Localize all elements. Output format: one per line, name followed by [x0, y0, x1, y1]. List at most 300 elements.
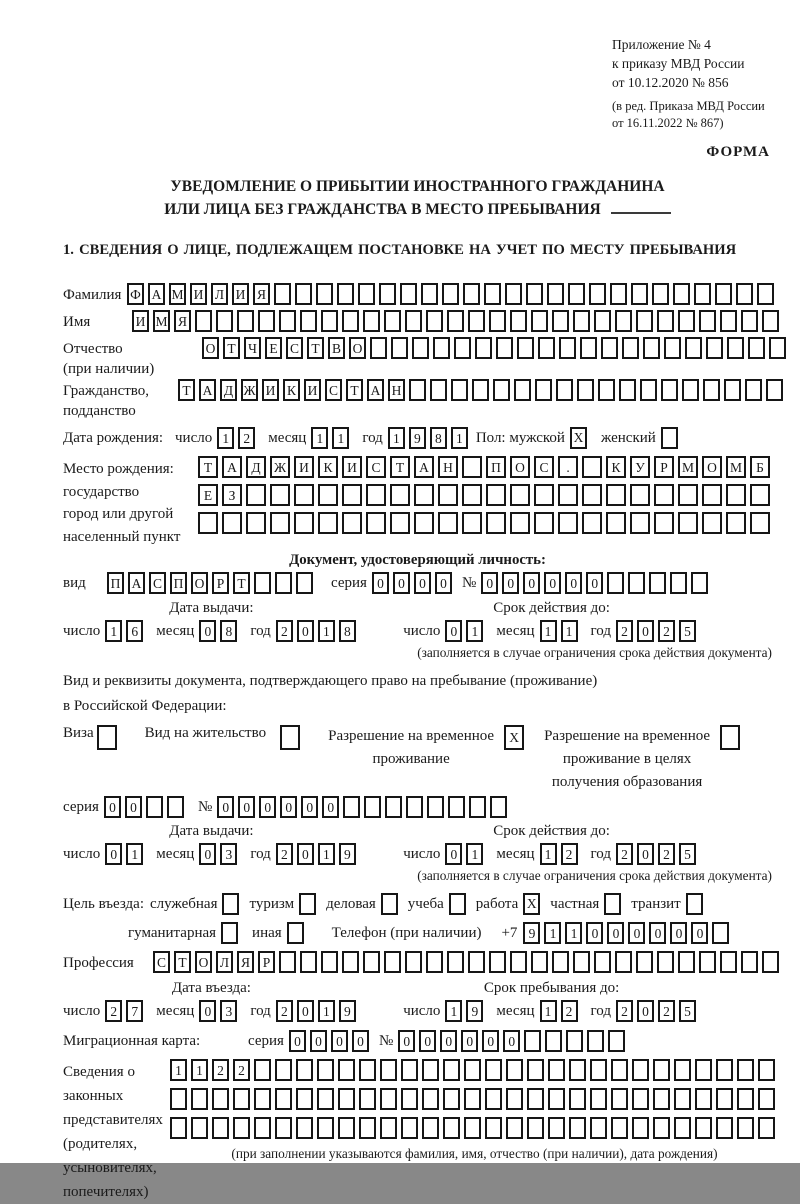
form-cell[interactable]: М: [726, 456, 746, 478]
form-cell[interactable]: 2: [561, 843, 578, 865]
form-cell[interactable]: [254, 572, 271, 594]
temp-permit-checkbox[interactable]: X: [504, 725, 524, 750]
form-cell[interactable]: [674, 1117, 691, 1139]
birth-year-cells[interactable]: [388, 427, 472, 449]
form-cell[interactable]: 1: [540, 1000, 557, 1022]
form-cell[interactable]: 5: [679, 620, 696, 642]
form-cell[interactable]: И: [294, 456, 314, 478]
form-cell[interactable]: 1: [445, 1000, 462, 1022]
form-cell[interactable]: [258, 310, 275, 332]
residence-issue-month-cells[interactable]: [199, 843, 241, 865]
form-cell[interactable]: [703, 379, 720, 401]
form-cell[interactable]: Т: [307, 337, 324, 359]
form-cell[interactable]: [296, 1117, 313, 1139]
migration-number-cells[interactable]: [398, 1030, 629, 1052]
form-cell[interactable]: [295, 283, 312, 305]
form-cell[interactable]: [766, 379, 783, 401]
form-cell[interactable]: [741, 951, 758, 973]
stay-day-cells[interactable]: [445, 1000, 487, 1022]
form-cell[interactable]: [527, 1059, 544, 1081]
form-cell[interactable]: 5: [679, 843, 696, 865]
phone-cells[interactable]: [523, 922, 733, 944]
form-cell[interactable]: [296, 1088, 313, 1110]
form-cell[interactable]: [468, 310, 485, 332]
form-cell[interactable]: [548, 1088, 565, 1110]
form-cell[interactable]: 0: [352, 1030, 369, 1052]
form-cell[interactable]: [401, 1059, 418, 1081]
purpose-humanitarian-checkbox[interactable]: [221, 922, 238, 944]
form-cell[interactable]: [506, 1059, 523, 1081]
form-cell[interactable]: [654, 512, 674, 534]
form-cell[interactable]: [170, 1088, 187, 1110]
identity-valid-month-cells[interactable]: [540, 620, 582, 642]
form-cell[interactable]: [233, 1117, 250, 1139]
form-cell[interactable]: 0: [280, 796, 297, 818]
form-cell[interactable]: 9: [339, 843, 356, 865]
form-cell[interactable]: 0: [502, 572, 519, 594]
purpose-study-checkbox[interactable]: [449, 893, 466, 915]
form-cell[interactable]: [426, 951, 443, 973]
form-cell[interactable]: 0: [586, 572, 603, 594]
form-cell[interactable]: [338, 1059, 355, 1081]
form-cell[interactable]: 0: [199, 620, 216, 642]
form-cell[interactable]: [462, 484, 482, 506]
form-cell[interactable]: [661, 379, 678, 401]
form-cell[interactable]: [712, 922, 729, 944]
form-cell[interactable]: [296, 572, 313, 594]
citizenship-cells[interactable]: [178, 379, 787, 401]
form-cell[interactable]: 2: [658, 843, 675, 865]
form-cell[interactable]: [270, 512, 290, 534]
form-cell[interactable]: 0: [565, 572, 582, 594]
form-cell[interactable]: [400, 283, 417, 305]
given-name-cells[interactable]: [132, 310, 783, 332]
form-cell[interactable]: А: [414, 456, 434, 478]
form-cell[interactable]: 1: [388, 427, 405, 449]
form-cell[interactable]: 0: [523, 572, 540, 594]
form-cell[interactable]: [342, 484, 362, 506]
form-cell[interactable]: [610, 283, 627, 305]
form-cell[interactable]: [615, 951, 632, 973]
form-cell[interactable]: 2: [105, 1000, 122, 1022]
form-cell[interactable]: Т: [233, 572, 250, 594]
form-cell[interactable]: 0: [691, 922, 708, 944]
form-cell[interactable]: [300, 310, 317, 332]
form-cell[interactable]: [414, 512, 434, 534]
form-cell[interactable]: [366, 484, 386, 506]
form-cell[interactable]: [212, 1088, 229, 1110]
form-cell[interactable]: [632, 1059, 649, 1081]
form-cell[interactable]: [300, 951, 317, 973]
form-cell[interactable]: [433, 337, 450, 359]
form-cell[interactable]: [748, 337, 765, 359]
form-cell[interactable]: 2: [658, 1000, 675, 1022]
form-cell[interactable]: 0: [104, 796, 121, 818]
form-cell[interactable]: [270, 484, 290, 506]
form-cell[interactable]: [569, 1059, 586, 1081]
form-cell[interactable]: [652, 283, 669, 305]
form-cell[interactable]: Т: [178, 379, 195, 401]
form-cell[interactable]: К: [318, 456, 338, 478]
form-cell[interactable]: 0: [322, 796, 339, 818]
form-cell[interactable]: [762, 310, 779, 332]
form-cell[interactable]: [510, 310, 527, 332]
form-cell[interactable]: [246, 512, 266, 534]
residence-permit-checkbox[interactable]: [280, 725, 300, 750]
form-cell[interactable]: 1: [332, 427, 349, 449]
form-cell[interactable]: 1: [561, 620, 578, 642]
form-cell[interactable]: [469, 796, 486, 818]
form-cell[interactable]: [443, 1059, 460, 1081]
form-cell[interactable]: Е: [265, 337, 282, 359]
form-cell[interactable]: [573, 310, 590, 332]
form-cell[interactable]: 0: [105, 843, 122, 865]
form-cell[interactable]: [379, 283, 396, 305]
form-cell[interactable]: 0: [637, 1000, 654, 1022]
form-cell[interactable]: 1: [466, 620, 483, 642]
form-cell[interactable]: [631, 283, 648, 305]
form-cell[interactable]: [736, 283, 753, 305]
form-cell[interactable]: [438, 512, 458, 534]
form-cell[interactable]: 9: [339, 1000, 356, 1022]
form-cell[interactable]: [275, 1088, 292, 1110]
form-cell[interactable]: 1: [126, 843, 143, 865]
form-cell[interactable]: [364, 796, 381, 818]
residence-issue-day-cells[interactable]: [105, 843, 147, 865]
form-cell[interactable]: [274, 283, 291, 305]
form-cell[interactable]: 0: [481, 572, 498, 594]
form-cell[interactable]: А: [199, 379, 216, 401]
form-cell[interactable]: [167, 796, 184, 818]
doc-number-cells[interactable]: [481, 572, 712, 594]
form-cell[interactable]: [447, 951, 464, 973]
stay-month-cells[interactable]: [540, 1000, 582, 1022]
form-cell[interactable]: 0: [435, 572, 452, 594]
form-cell[interactable]: [657, 310, 674, 332]
residence-number-cells[interactable]: [217, 796, 511, 818]
birth-day-cells[interactable]: [217, 427, 259, 449]
form-cell[interactable]: [448, 796, 465, 818]
form-cell[interactable]: [464, 1088, 481, 1110]
form-cell[interactable]: 1: [544, 922, 561, 944]
form-cell[interactable]: Т: [174, 951, 191, 973]
form-cell[interactable]: [699, 951, 716, 973]
form-cell[interactable]: 0: [217, 796, 234, 818]
form-cell[interactable]: 0: [289, 1030, 306, 1052]
form-cell[interactable]: [391, 337, 408, 359]
form-cell[interactable]: М: [678, 456, 698, 478]
form-cell[interactable]: [506, 1117, 523, 1139]
form-cell[interactable]: Н: [388, 379, 405, 401]
form-cell[interactable]: [447, 310, 464, 332]
form-cell[interactable]: 0: [259, 796, 276, 818]
form-cell[interactable]: [475, 337, 492, 359]
form-cell[interactable]: [640, 379, 657, 401]
identity-issue-month-cells[interactable]: [199, 620, 241, 642]
form-cell[interactable]: [534, 484, 554, 506]
form-cell[interactable]: [606, 512, 626, 534]
form-cell[interactable]: [569, 1117, 586, 1139]
residence-valid-day-cells[interactable]: [445, 843, 487, 865]
form-cell[interactable]: 2: [658, 620, 675, 642]
form-cell[interactable]: 5: [679, 1000, 696, 1022]
form-cell[interactable]: [401, 1117, 418, 1139]
identity-issue-year-cells[interactable]: [276, 620, 360, 642]
form-cell[interactable]: [594, 951, 611, 973]
form-cell[interactable]: [294, 512, 314, 534]
form-cell[interactable]: [409, 379, 426, 401]
form-cell[interactable]: Д: [220, 379, 237, 401]
form-cell[interactable]: Т: [346, 379, 363, 401]
residence-issue-year-cells[interactable]: [276, 843, 360, 865]
form-cell[interactable]: 0: [393, 572, 410, 594]
form-cell[interactable]: [524, 1030, 541, 1052]
form-cell[interactable]: С: [153, 951, 170, 973]
purpose-work-checkbox[interactable]: X: [523, 893, 540, 915]
form-cell[interactable]: 0: [372, 572, 389, 594]
form-cell[interactable]: С: [366, 456, 386, 478]
identity-valid-year-cells[interactable]: [616, 620, 700, 642]
form-cell[interactable]: [737, 1088, 754, 1110]
representatives-row3-cells[interactable]: [170, 1117, 779, 1139]
form-cell[interactable]: [279, 310, 296, 332]
form-cell[interactable]: [531, 951, 548, 973]
form-cell[interactable]: С: [325, 379, 342, 401]
form-cell[interactable]: [577, 379, 594, 401]
form-cell[interactable]: 0: [310, 1030, 327, 1052]
form-cell[interactable]: [505, 283, 522, 305]
form-cell[interactable]: Л: [211, 283, 228, 305]
form-cell[interactable]: И: [132, 310, 149, 332]
form-cell[interactable]: Т: [390, 456, 410, 478]
form-cell[interactable]: [682, 379, 699, 401]
form-cell[interactable]: 0: [461, 1030, 478, 1052]
form-cell[interactable]: [737, 1117, 754, 1139]
form-cell[interactable]: [606, 484, 626, 506]
form-cell[interactable]: 0: [297, 620, 314, 642]
form-cell[interactable]: [538, 337, 555, 359]
form-cell[interactable]: Я: [174, 310, 191, 332]
form-cell[interactable]: П: [486, 456, 506, 478]
form-cell[interactable]: И: [304, 379, 321, 401]
form-cell[interactable]: [715, 283, 732, 305]
form-cell[interactable]: 8: [339, 620, 356, 642]
form-cell[interactable]: [653, 1059, 670, 1081]
form-cell[interactable]: 0: [637, 843, 654, 865]
form-cell[interactable]: [636, 310, 653, 332]
form-cell[interactable]: [750, 512, 770, 534]
form-cell[interactable]: 2: [616, 1000, 633, 1022]
form-cell[interactable]: [198, 512, 218, 534]
form-cell[interactable]: [552, 310, 569, 332]
form-cell[interactable]: [653, 1117, 670, 1139]
form-cell[interactable]: [363, 951, 380, 973]
form-cell[interactable]: 2: [276, 620, 293, 642]
form-cell[interactable]: [702, 512, 722, 534]
form-cell[interactable]: [630, 512, 650, 534]
purpose-transit-checkbox[interactable]: [686, 893, 703, 915]
form-cell[interactable]: Ф: [127, 283, 144, 305]
form-cell[interactable]: [316, 283, 333, 305]
surname-cells[interactable]: [127, 283, 778, 305]
form-cell[interactable]: Д: [246, 456, 266, 478]
form-cell[interactable]: [170, 1117, 187, 1139]
purpose-other-checkbox[interactable]: [287, 922, 304, 944]
form-cell[interactable]: [359, 1059, 376, 1081]
form-cell[interactable]: [485, 1059, 502, 1081]
form-cell[interactable]: [590, 1059, 607, 1081]
form-cell[interactable]: [191, 1117, 208, 1139]
form-cell[interactable]: И: [190, 283, 207, 305]
residence-valid-month-cells[interactable]: [540, 843, 582, 865]
form-cell[interactable]: [422, 1088, 439, 1110]
form-cell[interactable]: [279, 951, 296, 973]
form-cell[interactable]: [608, 1030, 625, 1052]
form-cell[interactable]: [611, 1059, 628, 1081]
form-cell[interactable]: Р: [654, 456, 674, 478]
form-cell[interactable]: С: [534, 456, 554, 478]
form-cell[interactable]: [443, 1088, 460, 1110]
form-cell[interactable]: [426, 310, 443, 332]
form-cell[interactable]: [510, 951, 527, 973]
form-cell[interactable]: [611, 1117, 628, 1139]
form-cell[interactable]: [664, 337, 681, 359]
form-cell[interactable]: [321, 951, 338, 973]
form-cell[interactable]: [146, 796, 163, 818]
form-cell[interactable]: [195, 310, 212, 332]
form-cell[interactable]: [589, 283, 606, 305]
form-cell[interactable]: [548, 1059, 565, 1081]
form-cell[interactable]: [762, 951, 779, 973]
form-cell[interactable]: [401, 1088, 418, 1110]
form-cell[interactable]: [380, 1059, 397, 1081]
form-cell[interactable]: 1: [311, 427, 328, 449]
form-cell[interactable]: [338, 1117, 355, 1139]
form-cell[interactable]: [587, 1030, 604, 1052]
form-cell[interactable]: 0: [503, 1030, 520, 1052]
form-cell[interactable]: 8: [430, 427, 447, 449]
entry-month-cells[interactable]: [199, 1000, 241, 1022]
form-cell[interactable]: [486, 512, 506, 534]
form-cell[interactable]: [370, 337, 387, 359]
patronymic-cells[interactable]: [202, 337, 790, 359]
form-cell[interactable]: [527, 1117, 544, 1139]
form-cell[interactable]: О: [510, 456, 530, 478]
form-cell[interactable]: [493, 379, 510, 401]
form-cell[interactable]: [716, 1088, 733, 1110]
form-cell[interactable]: 2: [238, 427, 255, 449]
form-cell[interactable]: З: [222, 484, 242, 506]
form-cell[interactable]: [485, 1117, 502, 1139]
form-cell[interactable]: [678, 310, 695, 332]
form-cell[interactable]: [517, 337, 534, 359]
form-cell[interactable]: [685, 337, 702, 359]
form-cell[interactable]: 6: [126, 620, 143, 642]
form-cell[interactable]: 8: [220, 620, 237, 642]
form-cell[interactable]: 1: [170, 1059, 187, 1081]
form-cell[interactable]: Я: [253, 283, 270, 305]
form-cell[interactable]: [366, 512, 386, 534]
form-cell[interactable]: [317, 1117, 334, 1139]
form-cell[interactable]: [358, 283, 375, 305]
form-cell[interactable]: 2: [233, 1059, 250, 1081]
form-cell[interactable]: 0: [482, 1030, 499, 1052]
form-cell[interactable]: И: [342, 456, 362, 478]
form-cell[interactable]: [430, 379, 447, 401]
form-cell[interactable]: А: [148, 283, 165, 305]
form-cell[interactable]: [489, 951, 506, 973]
form-cell[interactable]: [531, 310, 548, 332]
form-cell[interactable]: [338, 1088, 355, 1110]
form-cell[interactable]: [582, 456, 602, 478]
form-cell[interactable]: [222, 512, 242, 534]
form-cell[interactable]: 0: [586, 922, 603, 944]
form-cell[interactable]: Т: [223, 337, 240, 359]
form-cell[interactable]: 1: [540, 620, 557, 642]
form-cell[interactable]: [506, 1088, 523, 1110]
form-cell[interactable]: 1: [318, 620, 335, 642]
migration-series-cells[interactable]: [289, 1030, 373, 1052]
form-cell[interactable]: 7: [126, 1000, 143, 1022]
form-cell[interactable]: Л: [216, 951, 233, 973]
form-cell[interactable]: 1: [451, 427, 468, 449]
form-cell[interactable]: [254, 1117, 271, 1139]
form-cell[interactable]: [233, 1088, 250, 1110]
birth-place-row2-cells[interactable]: [198, 484, 774, 506]
form-cell[interactable]: [649, 572, 666, 594]
form-cell[interactable]: [514, 379, 531, 401]
form-cell[interactable]: [317, 1059, 334, 1081]
form-cell[interactable]: [464, 1059, 481, 1081]
form-cell[interactable]: 1: [466, 843, 483, 865]
form-cell[interactable]: [438, 484, 458, 506]
form-cell[interactable]: [737, 1059, 754, 1081]
form-cell[interactable]: М: [153, 310, 170, 332]
form-cell[interactable]: [590, 1117, 607, 1139]
form-cell[interactable]: [630, 484, 650, 506]
form-cell[interactable]: [510, 484, 530, 506]
form-cell[interactable]: [464, 1117, 481, 1139]
form-cell[interactable]: 0: [607, 922, 624, 944]
form-cell[interactable]: П: [170, 572, 187, 594]
birth-place-row1-cells[interactable]: [198, 456, 774, 478]
form-cell[interactable]: [548, 1117, 565, 1139]
form-cell[interactable]: [741, 310, 758, 332]
form-cell[interactable]: [294, 484, 314, 506]
form-cell[interactable]: У: [630, 456, 650, 478]
form-cell[interactable]: [485, 1088, 502, 1110]
form-cell[interactable]: 3: [220, 1000, 237, 1022]
form-cell[interactable]: [769, 337, 786, 359]
form-cell[interactable]: И: [232, 283, 249, 305]
form-cell[interactable]: 2: [561, 1000, 578, 1022]
form-cell[interactable]: [594, 310, 611, 332]
form-cell[interactable]: Ч: [244, 337, 261, 359]
form-cell[interactable]: [454, 337, 471, 359]
form-cell[interactable]: Р: [212, 572, 229, 594]
form-cell[interactable]: [695, 1059, 712, 1081]
form-cell[interactable]: Т: [198, 456, 218, 478]
form-cell[interactable]: Н: [438, 456, 458, 478]
form-cell[interactable]: [547, 283, 564, 305]
form-cell[interactable]: [580, 337, 597, 359]
form-cell[interactable]: [337, 283, 354, 305]
form-cell[interactable]: [632, 1088, 649, 1110]
form-cell[interactable]: 0: [398, 1030, 415, 1052]
form-cell[interactable]: [699, 310, 716, 332]
form-cell[interactable]: [442, 283, 459, 305]
form-cell[interactable]: [463, 283, 480, 305]
